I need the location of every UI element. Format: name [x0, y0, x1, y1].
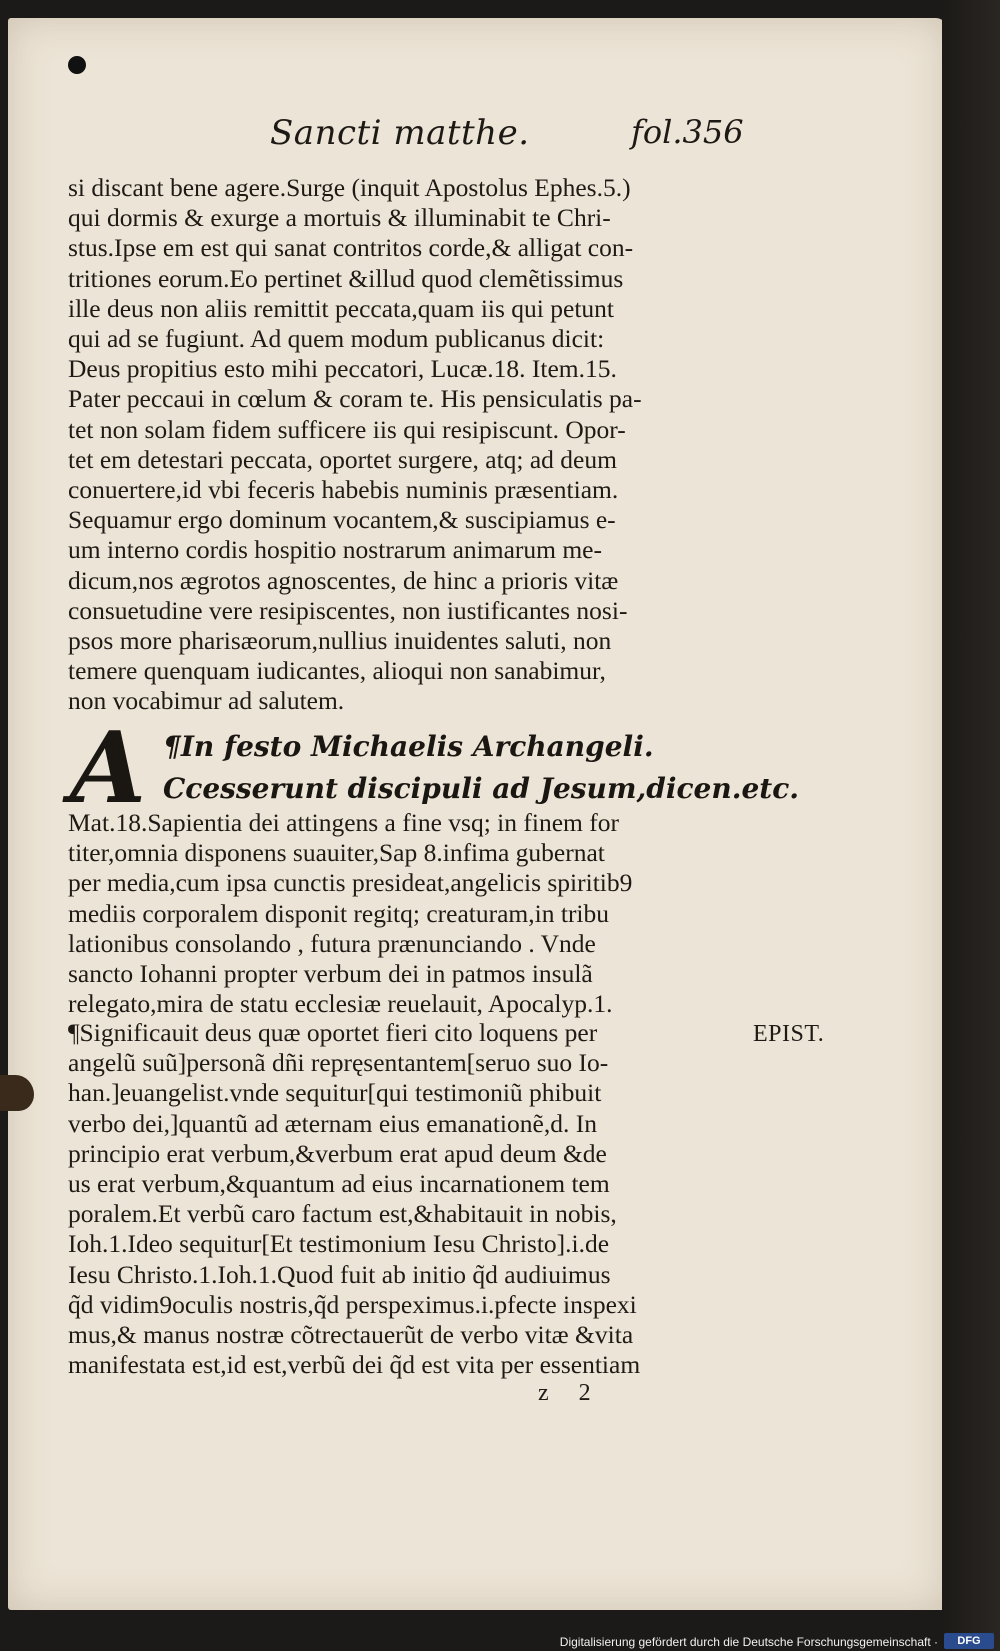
text-line: verbo dei,]quantũ ad æternam eius emanationẽ,d. In	[68, 1108, 597, 1138]
digitization-credit: Digitalisierung gefördert durch die Deutsche Forschungsgemeinschaft ·	[559, 1635, 938, 1649]
text-block-1	[68, 173, 740, 717]
dfg-logo: DFG	[944, 1633, 994, 1649]
text-line: stus.Ipse em est qui sanat contritos corde,& alligat con-	[68, 233, 634, 263]
folio-number: fol.356	[631, 113, 744, 151]
text-line: dicum,nos ægrotos agnoscentes, de hinc a prioris vitæ	[68, 565, 619, 595]
text-line: poralem.Et verbũ caro factum est,&habitauit in nobis,	[68, 1199, 617, 1229]
text-block-2	[68, 808, 740, 1019]
text-line: temere quenquam iudicantes, alioqui non sanabimur,	[68, 656, 606, 686]
gospel-incipit: Ccesserunt discipuli ad Jesum,dicen.etc.	[163, 772, 800, 805]
text-line: manifestata est,id est,verbũ dei q̃d est vita per essentiam	[68, 1350, 641, 1380]
decorated-initial: A	[70, 711, 147, 826]
text-line: si discant bene agere.Surge (inquit Apostolus Ephes.5.)	[68, 173, 631, 202]
text-line: han.]euangelist.vnde sequitur[qui testimoniũ phibuit	[68, 1078, 602, 1108]
text-line: qui dormis & exurge a mortuis & illuminabit te Chri-	[68, 203, 611, 233]
text-line: per media,cum ipsa cunctis presideat,angelicis spiritib9	[68, 868, 633, 898]
text-line: tet non solam fidem sufficere iis qui resipiscunt. Opor-	[68, 414, 626, 444]
text-line: non vocabimur ad salutem.	[68, 686, 345, 716]
text-line: ¶Significauit deus quæ oportet fieri cito loquens per	[68, 1018, 598, 1047]
text-line: mus,& manus nostræ cõtrectauerũt de verbo vitæ &vita	[68, 1320, 634, 1350]
running-title: Sancti matthe.	[270, 113, 530, 153]
book-page	[8, 18, 946, 1610]
text-line: um interno cordis hospitio nostrarum animarum me-	[68, 535, 602, 565]
text-line: qui ad se fugiunt. Ad quem modum publicanus dicit:	[68, 324, 605, 354]
text-line: ille deus non aliis remittit peccata,quam iis qui petunt	[68, 293, 614, 323]
page-hole-mark	[68, 56, 86, 74]
text-line: sancto Iohanni propter verbum dei in patmos insulã	[68, 959, 593, 989]
text-line: titer,omnia disponens suauiter,Sap 8.infima gubernat	[68, 838, 605, 868]
text-line: principio erat verbum,&verbum erat apud deum &de	[68, 1138, 607, 1168]
text-line: Sequamur ergo dominum vocantem,& suscipiamus e-	[68, 505, 616, 535]
margin-note-epist: EPIST.	[753, 1021, 825, 1047]
text-line: consuetudine vere resipiscentes, non iustificantes nosi-	[68, 595, 628, 625]
signature-mark: z 2	[538, 1380, 603, 1406]
text-line: mediis corporalem disponit regitq; creaturam,in tribu	[68, 898, 610, 928]
text-line: tet em detestari peccata, oportet surgere, atq; ad deum	[68, 444, 617, 474]
text-line: Pater peccaui in cœlum & coram te. His pensiculatis pa-	[68, 384, 642, 414]
text-line: psos more pharisæorum,nullius inuidentes saluti, non	[68, 626, 612, 656]
scan-background-edge	[942, 0, 1000, 1651]
text-line: lationibus consolando , futura prænunciando . Vnde	[68, 928, 596, 958]
text-block-3	[68, 1018, 740, 1380]
page-header	[8, 113, 946, 163]
text-line: us erat verbum,&quantum ad eius incarnationem tem	[68, 1169, 610, 1199]
text-line: q̃d vidim9oculis nostris,q̃d perspeximus.i.pfecte inspexi	[68, 1289, 637, 1319]
text-line: Iesu Christo.1.Ioh.1.Quod fuit ab initio q̃d audiuimus	[68, 1259, 611, 1289]
text-line: Deus propitius esto mihi peccatori, Lucæ.18. Item.15.	[68, 354, 617, 384]
text-line: conuertere,id vbi feceris habebis numinis præsentiam.	[68, 475, 619, 505]
binding-pin-mark	[0, 1075, 34, 1111]
text-line: Ioh.1.Ideo sequitur[Et testimonium Iesu Christo].i.de	[68, 1229, 610, 1259]
text-line: relegato,mira de statu ecclesiæ reuelauit, Apocalyp.1.	[68, 989, 613, 1019]
text-line: angelũ suũ]personã dñi repręsentantem[seruo suo Io-	[68, 1048, 609, 1078]
text-line: Mat.18.Sapientia dei attingens a fine vsq; in finem for	[68, 808, 619, 837]
text-line: tritiones eorum.Eo pertinet &illud quod clemẽtissimus	[68, 263, 624, 293]
feast-rubric-heading: ¶In festo Michaelis Archangeli.	[163, 730, 654, 763]
